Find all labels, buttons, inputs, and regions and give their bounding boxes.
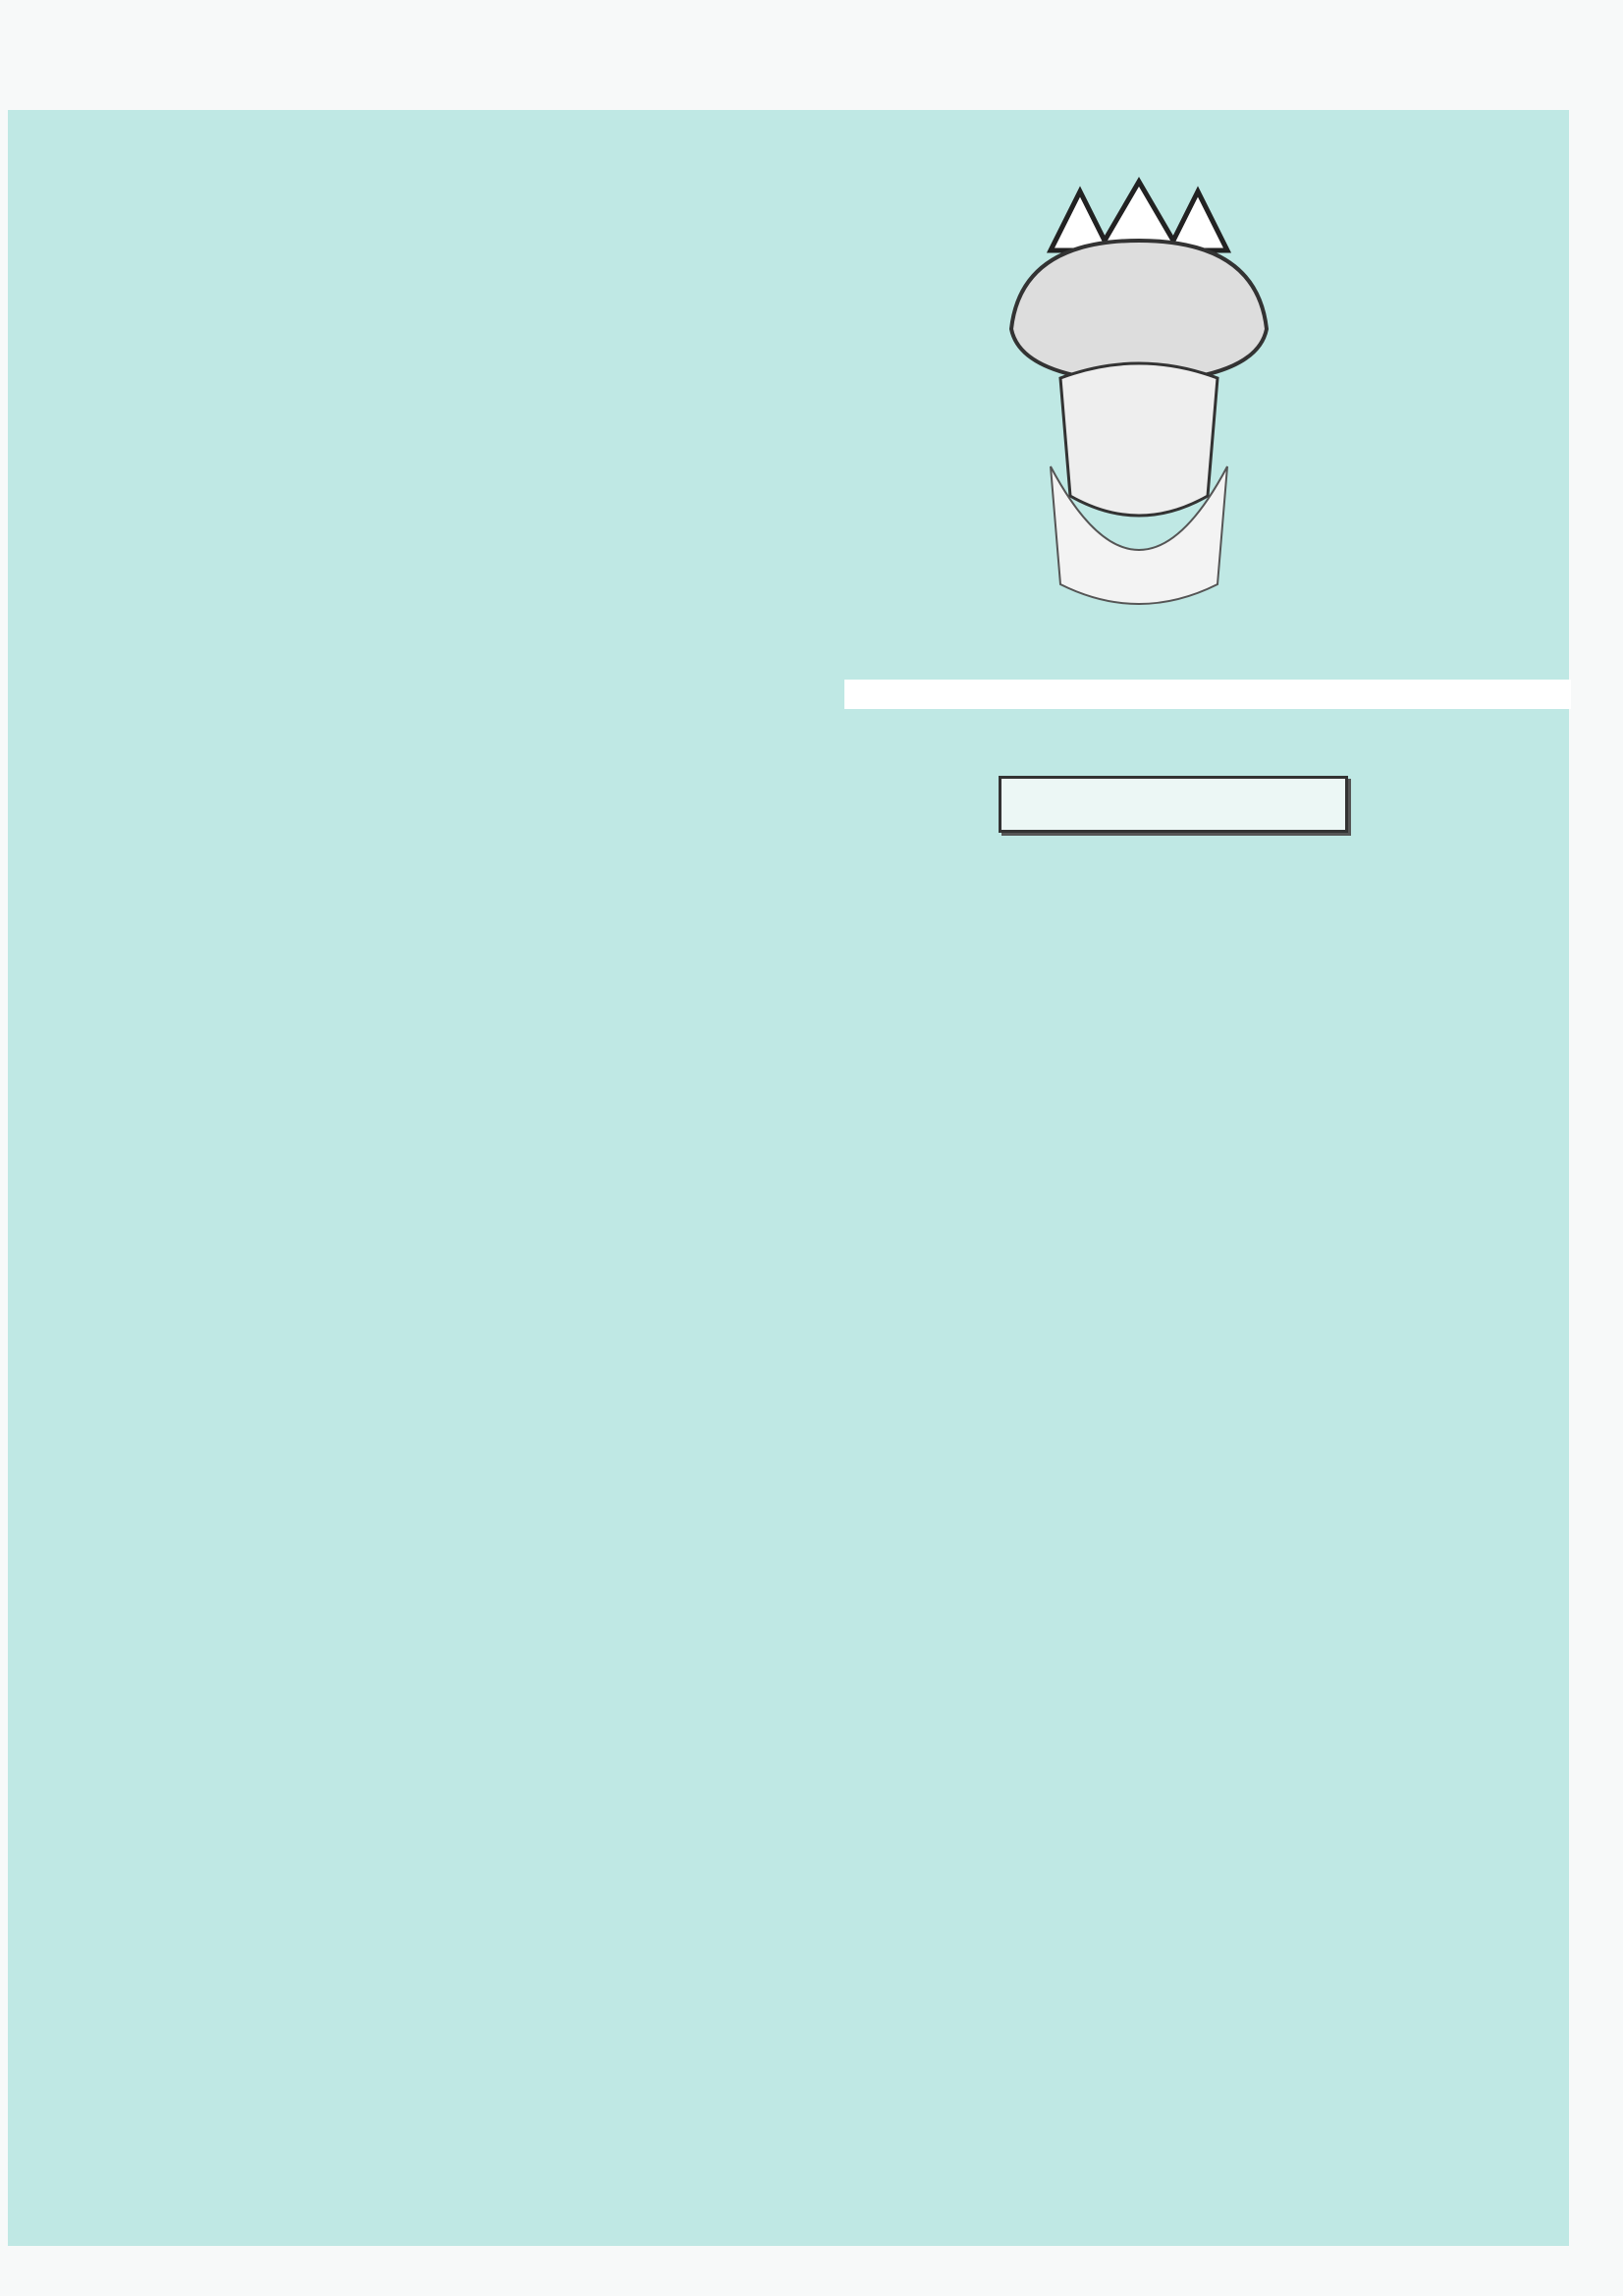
left-column	[74, 142, 751, 171]
section-heading	[999, 776, 1348, 833]
photo-band	[844, 680, 1571, 709]
right-column	[844, 776, 1502, 861]
portrait-illustration	[943, 172, 1335, 633]
